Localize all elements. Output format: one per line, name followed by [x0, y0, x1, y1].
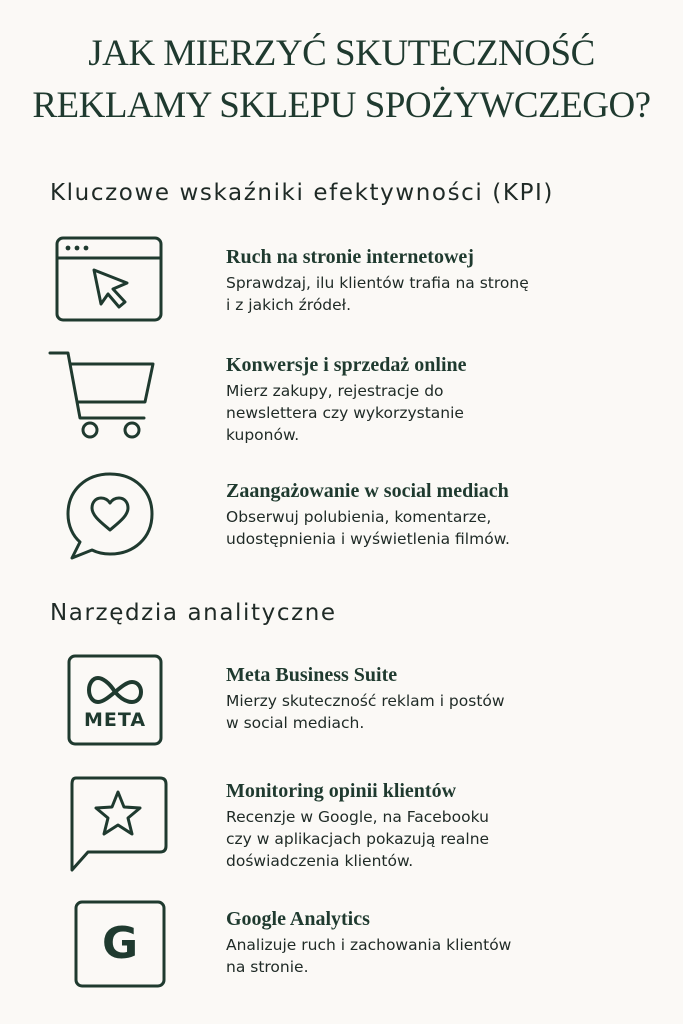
shopping-cart-icon	[48, 350, 158, 442]
meta-logo-icon	[67, 654, 163, 746]
google-icon	[74, 900, 166, 988]
item-title: Konwersje i sprzedaż online	[226, 354, 467, 376]
item-title: Google Analytics	[226, 908, 370, 930]
google-logo-label: G	[101, 918, 139, 969]
item-title: Meta Business Suite	[226, 664, 398, 686]
item-desc-line: Mierz zakupy, rejestracje do	[226, 382, 444, 400]
item-desc-line: doświadczenia klientów.	[226, 852, 414, 870]
item-desc-line: w social mediach.	[226, 714, 365, 732]
title-line-1: JAK MIERZYĆ SKUTECZNOŚĆ	[88, 33, 595, 74]
item-title: Ruch na stronie internetowej	[226, 246, 474, 268]
item-desc-line: czy w aplikacjach pokazują realne	[226, 830, 490, 848]
star-review-icon	[68, 776, 168, 872]
item-title: Zaangażowanie w social mediach	[226, 480, 509, 502]
tools-section-heading: Narzędzia analityczne	[50, 600, 337, 626]
title-line-2: REKLAMY SKLEPU SPOŻYWCZEGO?	[32, 85, 651, 126]
page-title	[0, 28, 683, 132]
item-desc-line: Obserwuj polubienia, komentarze,	[226, 508, 492, 526]
item-desc-line: Sprawdzaj, ilu klientów trafia na stronę	[226, 274, 529, 292]
browser-cursor-icon	[55, 236, 165, 322]
item-desc-line: Recenzje w Google, na Facebooku	[226, 808, 489, 826]
item-desc-line: Analizuje ruch i zachowania klientów	[226, 936, 512, 954]
item-desc-line: newslettera czy wykorzystanie	[226, 404, 464, 422]
item-desc-line: i z jakich źródeł.	[226, 296, 352, 314]
item-desc-line: kuponów.	[226, 426, 300, 444]
heart-chat-icon	[62, 470, 158, 562]
item-desc-line: udostępnienia i wyświetlenia filmów.	[226, 530, 510, 548]
item-desc-line: na stronie.	[226, 958, 309, 976]
kpi-section-heading: Kluczowe wskaźniki efektywności (KPI)	[50, 180, 554, 206]
item-desc-line: Mierzy skuteczność reklam i postów	[226, 692, 505, 710]
item-title: Monitoring opinii klientów	[226, 780, 457, 802]
meta-logo-label: META	[83, 709, 147, 731]
